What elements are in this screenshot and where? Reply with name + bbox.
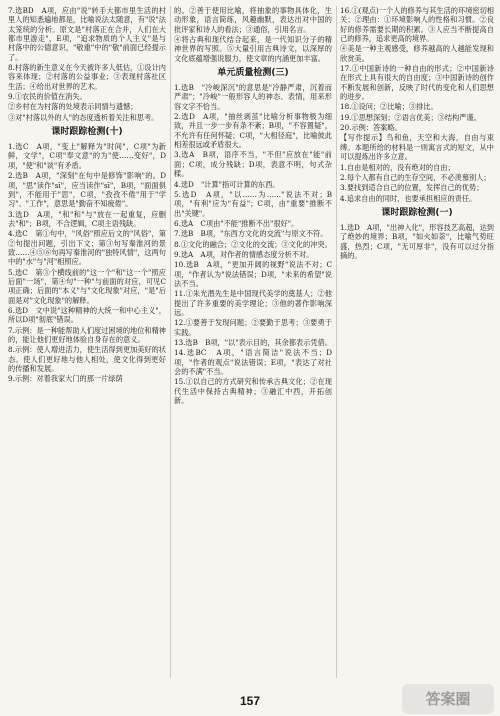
answer-paragraph: 15.①以自己的方式研究和传承古典文化；②在现代生活中保持古典精神；③融汇中西，开拓创新。 xyxy=(174,377,332,406)
answer-paragraph: 3.选A B项，语序不当，"不但"应放在"能"前面；C项，成分残缺；D项，表意不明，句式杂糅。 xyxy=(174,150,332,179)
watermark-logo: 答案圈 xyxy=(402,684,494,714)
page-number: 157 xyxy=(239,694,261,708)
answer-paragraph: 17.①中国新诗的一种自由的形式；②中国新诗在形式上具有很大的自由度；③中国新诗的创作不断发展和创新，反映了时代的变化和人们思想的进步。 xyxy=(340,64,494,102)
answer-paragraph: ③对"村落以外的人"的态度透析着关注和思考。 xyxy=(8,112,159,122)
answer-paragraph: 6.选A C项由"不能"推断不出"很好"。 xyxy=(174,218,299,228)
answer-paragraph: 14.选BC A项，"语言简洁"说法不当；D项，"作者的观点"说法错误；E项，"表达了对社会的不满"不当。 xyxy=(174,348,332,377)
answer-paragraph: 9.选A A项，对作者的情感态度分析不对。 xyxy=(174,249,314,259)
section-heading-lesson-check-10: 课时跟踪检测(十) xyxy=(51,127,123,138)
col1-top-block xyxy=(8,6,166,122)
col3-body-block xyxy=(340,64,494,132)
answer-paragraph: 1.选D A项，"出神入化"，形容技艺高超，达到了绝妙的境界；B项，"如火如荼"，比喻气势旺盛，热烈；C项，"无可厚非"，没有可以过分指摘的。 xyxy=(340,222,494,260)
col3-writing-block xyxy=(340,133,494,202)
answer-paragraph: 7.示例：是一种能帮助人们度过困境的地位和精神的，能让他们更好地体验自身存在的意义。 xyxy=(8,325,166,344)
answer-paragraph: 【写作提示】鸟和鱼，天空和大海，自由与束缚。本题所给的材料是一则寓言式的短文，从中可以提炼出许多立意。 xyxy=(340,133,494,162)
col2-body-block xyxy=(174,83,332,405)
column-left xyxy=(8,6,166,678)
answer-paragraph: 4.选C 第①句中，"风俗"照应后文的"风俗"，第②句提出问题，引出下文；第③句写秦淮河的景致……④⑤⑥句再写秦淮河的"独特风情"，这两句中的"水"与"河"相照应。 xyxy=(8,229,166,267)
answer-paragraph: 2.每个人都有自己的生存空间，不必羡慕别人； xyxy=(340,172,491,182)
col3-top-block xyxy=(340,6,494,63)
column-right xyxy=(340,6,494,678)
column-middle xyxy=(174,6,332,678)
section-heading-unit-test-3: 单元质量检测(三) xyxy=(217,68,289,79)
answer-paragraph: 7.选BD A项，应由"说"转手大都市里生活的村里人的知悉遍地都是，比喻说法太随意，有"说"法太笼统的分析。原文是"村落正在合并，人们在大都市里游走"，E项，"追求物质的个人主义"是与村落中的公德意识，"敬重"中的"敬"前面已经提示了。 xyxy=(8,6,166,62)
answer-paragraph: ②乡村在为村落的处境表示同情与遗憾； xyxy=(8,102,138,112)
answer-paragraph: 3.要找到适合自己的位置，发挥自己的优势； xyxy=(340,183,484,193)
col2-top-block xyxy=(174,6,332,63)
answer-paragraph: 2.选B A项，"深刻"在句中是修饰"影响"的。D项，"思"读作"sī"，应当读作"sī"，B项，"面面俱到"，不能用于"思"，C项，"孜孜不倦"用于"学习"、"工作"，意思是"勤奋不知疲倦"。 xyxy=(8,171,166,209)
answer-paragraph: 6.选D 文中说"这种精神的大统一和中心主义"，所以D项"彻底"错误。 xyxy=(8,305,166,325)
answer-paragraph: 11.①朱光潜先生是中国现代美学的奠基人；②他提出了许多重要的美学理论；③他的著作影响深远。 xyxy=(174,289,332,317)
answer-paragraph: 12.①要善于发现问题；②要勤于思考；③要勇于实践。 xyxy=(174,318,332,337)
answer-paragraph: 的。②善于使用比喻，将抽象的事物具体化，生动形象，语言简练，风趣幽默，表达出对中国的批评家和诗人的看法；③通俗，引用名言。 xyxy=(174,6,332,34)
document-page xyxy=(8,6,494,696)
answer-paragraph: 13.选B B项，"以"表示目的，其余都表示凭借。 xyxy=(174,338,332,347)
answer-paragraph: 9.示例：对着我家大门的那一片绿荫 xyxy=(8,374,123,384)
section-heading-lesson-check-1: 课时跟踪检测(一) xyxy=(381,207,453,218)
answer-paragraph: 1.选B "冷峻深沉"的意思是"冷静严肃，沉着而严肃"；"冷峻"一般形容人的神态、表情，用来形容文字不恰当。 xyxy=(174,83,332,111)
answer-paragraph: 9.①农民的价值在消失。 xyxy=(8,92,87,102)
answer-paragraph: 10.选B A项，"更加开阔的视野"说法不对；C项，"作者认为"说法错误；D项，"未来的希望"说法不当。 xyxy=(174,260,332,288)
col1-body-block xyxy=(8,142,166,384)
answer-paragraph: 18.①设问；②比喻；③排比。 xyxy=(340,102,438,112)
answer-paragraph: 4.追求自由的同时，也要承担相应的责任。 xyxy=(340,193,477,203)
column-divider xyxy=(336,6,337,678)
answer-paragraph: ④美是一种主观感受，修养越高的人越能发现和欣赏美。 xyxy=(340,44,494,63)
answer-paragraph: 8.示例：使人增进活力，使生活得到更加美好的状态。使人们更好地与他人相处，使文化得到更好的传播和发展。 xyxy=(8,345,166,374)
answer-paragraph: 1.自由是相对的，没有绝对的自由； xyxy=(340,162,455,172)
answer-paragraph: 8.①文化的融合；②文化的交流；③文化的冲突。 xyxy=(174,239,332,249)
column-divider xyxy=(170,6,171,678)
col3-tail-block xyxy=(340,223,494,260)
answer-paragraph: 5.选D A项，"以……为……"说法不对；B项，"有利"应为"有益"；C项，由"重要"推断不出"关键"。 xyxy=(174,189,332,218)
answer-paragraph: 7.选B B项，"东西方文化的交流"与原文不符。 xyxy=(174,229,328,239)
answer-paragraph: 8.村落的新生意义在今天被许多人低估，①设计内容来体现；②村落的公益事业；③表现村落社区生活；④给出对世界的艺术。 xyxy=(8,63,166,91)
answer-paragraph: 5.选C 第③个横线前的"这一个"和"这一个"照应后面"一场"，第④句"一种"与前面的对应，可见C项正确；后面的"本义"与"文化现象"对应，"是"后面是对"文化现象"的解释。 xyxy=(8,267,166,305)
answer-paragraph: 4.选D "计算"指可计算的东西。 xyxy=(174,179,280,189)
answer-paragraph: 20.示例：答案略。 xyxy=(340,123,402,133)
answer-paragraph: 16.①(观点)一个人的修养与其生活的环境密切相关；②理由：①环境影响人的性格和习惯。②良好的修养需要长期的积累。③人应当不断提高自己的修养，追求更高的境界。 xyxy=(340,6,494,44)
answer-paragraph: 1.选C A项，"变上"解释为"时间"，C项"为新鲜，文学"，C项"奉文意"的为"使……变好"，D项，"使"和"谈"有矛盾。 xyxy=(8,142,166,170)
answer-paragraph: 19.①思想深刻；②语言优美；③结构严谨。 xyxy=(340,112,481,122)
answer-paragraph: 2.选D A项，"抽丝剥茧"比喻分析事物极为细致，并且一步一步有条不紊；B项，"不容置疑"，不允许有任何怀疑；C项，"大相径庭"，比喻彼此相差很远或矛盾很大。 xyxy=(174,112,332,150)
answer-paragraph: 3.选D A项，"和"和"与"放在一起重复，应删去"和"；B项，不合逻辑，C项主语残缺。 xyxy=(8,209,166,228)
answer-paragraph: ④将古典和现代结合起来，是一代知识分子的精神世界的写照。⑤大量引用古典诗文，以深厚的文化底蕴增强说服力，使文章的内涵更加丰富。 xyxy=(174,35,332,63)
